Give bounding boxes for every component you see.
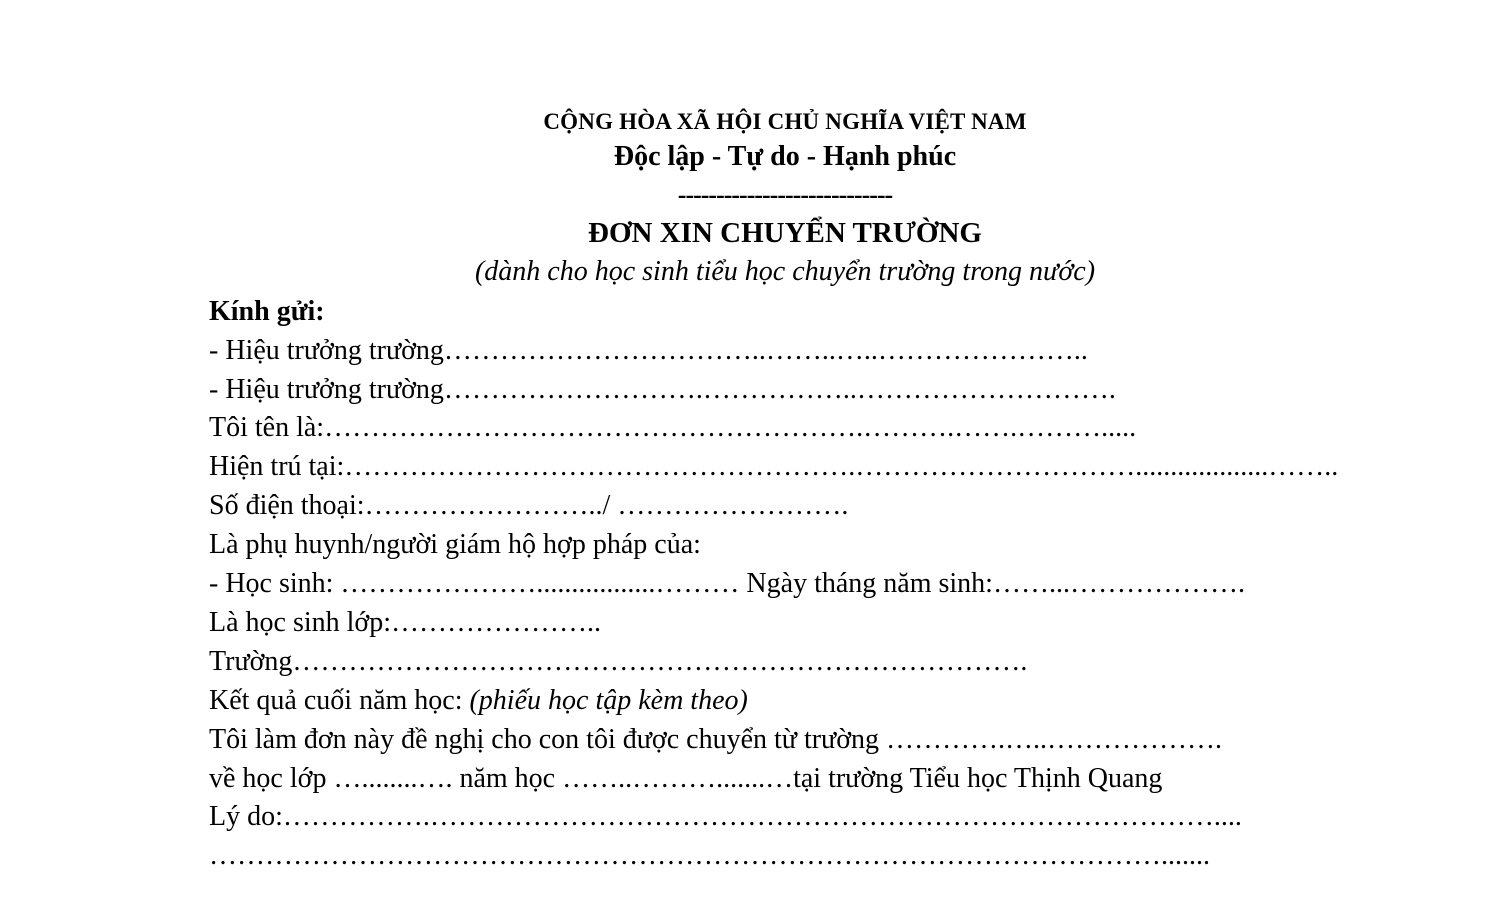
addressee-label: Kính gửi: bbox=[209, 296, 325, 327]
student-line: - Học sinh: ………………….................……… Ngày tháng năm sinh:……...………………. bbox=[209, 568, 1245, 599]
class-line: Là học sinh lớp:………………….. bbox=[209, 607, 601, 638]
request-line-1: Tôi làm đơn này đề nghị cho con tôi được chuyển từ trường ………….…..………………. bbox=[209, 724, 1223, 755]
reason-line: Lý do:…………….………………………………………………………………………….... bbox=[209, 801, 1242, 832]
national-motto: Độc lập - Tự do - Hạnh phúc bbox=[613, 141, 957, 172]
principal-line-2: - Hiệu trưởng trường……………………….……………..………………………. bbox=[209, 374, 1116, 405]
result-note: (phiếu học tập kèm theo) bbox=[469, 685, 748, 716]
form-subtitle: (dành cho học sinh tiểu học chuyển trường trong nước) bbox=[474, 256, 1096, 287]
form-title: ĐƠN XIN CHUYỂN TRƯỜNG bbox=[588, 217, 982, 249]
national-name: CỘNG HÒA XÃ HỘI CHỦ NGHĨA VIỆT NAM bbox=[543, 109, 1027, 134]
applicant-name-line: Tôi tên là:………………………………………………….……….…….………..... bbox=[209, 412, 1137, 443]
residence-line: Hiện trú tại:……………………………………………….…………………………...................…….. bbox=[209, 451, 1339, 482]
header-divider: ---------------------------- bbox=[677, 180, 893, 209]
result-line bbox=[209, 685, 748, 717]
request-line-2: về học lớp …........…. năm học ……..……….......…tại trường Tiểu học Thịnh Quang bbox=[209, 763, 1163, 794]
guardian-line: Là phụ huynh/người giám hộ hợp pháp của: bbox=[209, 529, 701, 560]
school-line: Trường……………………………………………………………………. bbox=[209, 646, 1028, 677]
result-label: Kết quả cuối năm học: bbox=[209, 685, 470, 716]
reason-continuation-line: …………………………………………………………………………………………....... bbox=[209, 840, 1210, 871]
phone-line: Số điện thoại:……………………../ ……………………. bbox=[209, 490, 849, 521]
principal-line-1: - Hiệu trưởng trường……………………………..……..…..………………….. bbox=[209, 335, 1088, 366]
